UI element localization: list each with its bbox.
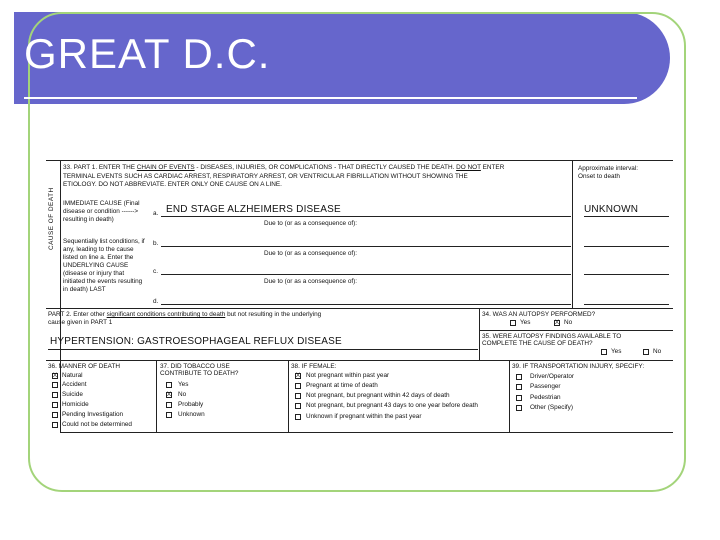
- part1-heading-line3: ETIOLOGY. DO NOT ABBREVIATE. ENTER ONLY ONE CAUSE ON A LINE.: [63, 181, 282, 188]
- q37-no-label: No: [178, 391, 187, 398]
- q39-other-checkbox[interactable]: [516, 405, 522, 411]
- q38-column-rule: [288, 360, 289, 432]
- due-to-c: Due to (or as a consequence of):: [264, 278, 358, 285]
- q38-unknown-checkbox[interactable]: [295, 414, 301, 420]
- part2-value: HYPERTENSION: GASTROESOPHAGEAL REFLUX DISEASE: [50, 336, 342, 347]
- q36-pending-checkbox[interactable]: [52, 412, 58, 418]
- immediate-cause-label-1: IMMEDIATE CAUSE (Final: [63, 200, 140, 207]
- form-left-rule: [60, 160, 61, 432]
- q39-driver-label: Driver/Operator: [530, 373, 575, 380]
- q37-column-rule: [156, 360, 157, 432]
- q36-undetermined-checkbox[interactable]: [52, 422, 58, 428]
- q37-label-2: CONTRIBUTE TO DEATH?: [160, 370, 239, 377]
- interval-a-rule: [584, 216, 669, 217]
- q35-label-1: 35. WERE AUTOPSY FINDINGS AVAILABLE TO: [482, 333, 622, 340]
- q35-no-checkbox[interactable]: [643, 349, 649, 355]
- q39-label: 39. IF TRANSPORTATION INJURY, SPECIFY:: [512, 363, 645, 370]
- part2-heading-line2: cause given in PART 1: [48, 319, 113, 326]
- q34-label: 34. WAS AN AUTOPSY PERFORMED?: [482, 311, 596, 318]
- q36-suicide-checkbox[interactable]: [52, 392, 58, 398]
- q37-unknown-checkbox[interactable]: [166, 412, 172, 418]
- q35-label-2: COMPLETE THE CAUSE OF DEATH?: [482, 340, 593, 347]
- interval-c-rule: [584, 274, 669, 275]
- q34-yes-checkbox[interactable]: [510, 320, 516, 326]
- cause-of-death-side-label: CAUSE OF DEATH: [48, 187, 55, 250]
- q35-yes-label: Yes: [611, 348, 622, 355]
- line-a-marker: a.: [153, 210, 159, 217]
- q38-not-pregnant-label: Not pregnant within past year: [306, 372, 390, 379]
- sequential-label-3: listed on line a. Enter the: [63, 254, 134, 261]
- sequential-label-4: UNDERLYING CAUSE: [63, 262, 129, 269]
- title-underline: [24, 97, 637, 99]
- sequential-label-6: initiated the events resulting: [63, 278, 143, 285]
- q39-column-rule: [509, 360, 510, 432]
- q36-accident-label: Accident: [62, 381, 87, 388]
- q36-natural-label: Natural: [62, 372, 83, 379]
- interval-d-rule: [584, 304, 669, 305]
- q34-bottom-rule: [479, 330, 673, 331]
- line-d-rule: [161, 304, 571, 305]
- q36-homicide-checkbox[interactable]: [52, 402, 58, 408]
- sequential-label-2: any, leading to the cause: [63, 246, 134, 253]
- due-to-b: Due to (or as a consequence of):: [264, 250, 358, 257]
- q37-probably-checkbox[interactable]: [166, 402, 172, 408]
- line-c-marker: c.: [153, 268, 158, 275]
- part2-top-rule: [46, 308, 673, 309]
- q37-unknown-label: Unknown: [178, 411, 205, 418]
- q36-suicide-label: Suicide: [62, 391, 83, 398]
- q36-pending-label: Pending Investigation: [62, 411, 124, 418]
- part2-heading-line1: PART 2. Enter other significant conditions contributing to death but not resulting in the underlying: [48, 311, 322, 318]
- part1-heading-line2: TERMINAL EVENTS SUCH AS CARDIAC ARREST, RESPIRATORY ARREST, OR VENTRICULAR FIBRILLATION WITHOUT SHOWING THE: [63, 173, 468, 180]
- q38-pregnant-label: Pregnant at time of death: [306, 382, 378, 389]
- sequential-label-1: Sequentially list conditions, if: [63, 238, 145, 245]
- immediate-cause-label-3: resulting in death): [63, 216, 114, 223]
- form-bottom-rule: [60, 432, 673, 433]
- q34-no-checkbox[interactable]: X: [555, 320, 560, 326]
- q39-passenger-checkbox[interactable]: [516, 384, 522, 390]
- q38-pregnant-checkbox[interactable]: [295, 383, 301, 389]
- q39-other-label: Other (Specify): [530, 404, 573, 411]
- line-b-marker: b.: [153, 240, 159, 247]
- line-a-rule: [161, 216, 571, 217]
- q38-42-days-checkbox[interactable]: [295, 393, 301, 399]
- interval-label-1: Approximate interval:: [578, 165, 639, 172]
- part2-value-rule: [48, 349, 478, 350]
- q39-driver-checkbox[interactable]: [516, 374, 522, 380]
- q38-unknown-label: Unknown if pregnant within the past year: [306, 413, 422, 420]
- manner-section-top-rule: [46, 360, 673, 361]
- q38-42-days-label: Not pregnant, but pregnant within 42 days of death: [306, 392, 450, 399]
- q37-probably-label: Probably: [178, 401, 204, 408]
- q37-label-1: 37. DID TOBACCO USE: [160, 363, 230, 370]
- sequential-label-7: in death) LAST: [63, 286, 106, 293]
- line-b-rule: [161, 246, 571, 247]
- q37-yes-checkbox[interactable]: [166, 382, 172, 388]
- q37-no-checkbox[interactable]: X: [167, 392, 172, 398]
- form-top-rule: [46, 160, 673, 161]
- q38-not-pregnant-checkbox[interactable]: X: [296, 373, 301, 379]
- q39-pedestrian-checkbox[interactable]: [516, 395, 522, 401]
- q36-label: 36. MANNER OF DEATH: [48, 363, 120, 370]
- q36-homicide-label: Homicide: [62, 401, 89, 408]
- q35-yes-checkbox[interactable]: [601, 349, 607, 355]
- q35-no-label: No: [653, 348, 662, 355]
- interval-b-rule: [584, 246, 669, 247]
- q36-undetermined-label: Could not be determined: [62, 421, 132, 428]
- q37-yes-label: Yes: [178, 381, 189, 388]
- q36-accident-checkbox[interactable]: [52, 382, 58, 388]
- cause-a-value: END STAGE ALZHEIMERS DISEASE: [166, 204, 341, 215]
- death-certificate-form: [46, 160, 673, 432]
- q36-natural-checkbox[interactable]: X: [53, 373, 58, 379]
- part1-heading-line1: 33. PART 1. ENTER THE CHAIN OF EVENTS - DISEASES, INJURIES, OR COMPLICATIONS - THAT DIRECTLY CAUSED THE DEATH. DO NOT ENTER: [63, 164, 505, 171]
- due-to-a: Due to (or as a consequence of):: [264, 220, 358, 227]
- q34-column-rule: [479, 308, 480, 360]
- interval-a-value: UNKNOWN: [584, 204, 639, 215]
- line-d-marker: d.: [153, 298, 159, 305]
- line-c-rule: [161, 274, 571, 275]
- q38-label: 38. IF FEMALE:: [291, 363, 337, 370]
- q39-passenger-label: Passenger: [530, 383, 561, 390]
- sequential-label-5: (disease or injury that: [63, 270, 125, 277]
- interval-label-2: Onset to death: [578, 173, 620, 180]
- immediate-cause-label-2: disease or condition ------>: [63, 208, 139, 215]
- q39-pedestrian-label: Pedestrian: [530, 394, 561, 401]
- q38-43-days-label: Not pregnant, but pregnant 43 days to one year before death: [306, 402, 478, 409]
- q34-yes-label: Yes: [520, 319, 531, 326]
- slide-title: GREAT D.C.: [24, 30, 271, 77]
- interval-column-rule: [572, 160, 573, 308]
- q38-43-days-checkbox[interactable]: [295, 403, 301, 409]
- q34-no-label: No: [564, 319, 573, 326]
